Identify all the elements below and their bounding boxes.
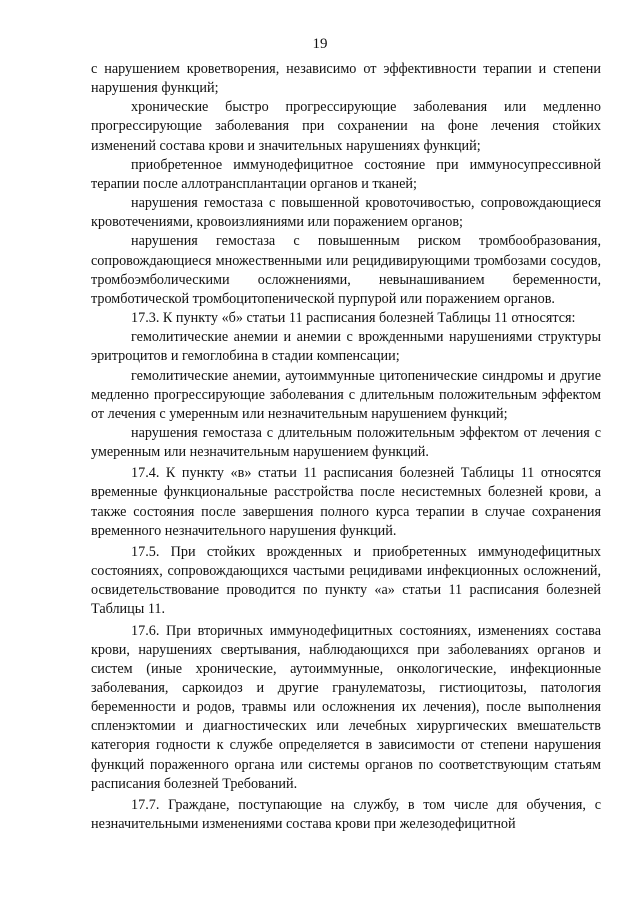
paragraph: 17.4. К пункту «в» статьи 11 расписания болезней Таблицы 11 относятся временные функциональные расстройства после несистемных болезней крови, а также состояния после завершения полного курса терапии в случае сохранения временного незначительного нарушения функций. [91,465,601,539]
document-body [91,60,601,834]
paragraph: гемолитические анемии, аутоиммунные цитопенические синдромы и другие медленно прогрессирующие заболевания с длительным положительным эффектом от лечения с умеренным или незначительным нарушением функций; [91,367,601,422]
page-number: 19 [312,36,328,52]
paragraph: нарушения гемостаза с повышенным риском тромбообразования, сопровождающиеся множественными или рецидивирующими тромбозами сосудов, тромбоэмболическими осложнениями, невынашиванием беременности, тромботической тромбоцитопенической пурпурой или поражением органов. [91,233,601,307]
paragraph: с нарушением кроветворения, независимо от эффективности терапии и степени нарушения функций; [91,61,601,97]
paragraph: 17.7. Граждане, поступающие на службу, в том числе для обучения, с незначительными изменениями состава крови при железодефицитной [91,796,601,833]
paragraph: гемолитические анемии и анемии с врожденными нарушениями структуры эритроцитов и гемоглобина в стадии компенсации; [91,329,601,365]
paragraph: 17.5. При стойких врожденных и приобретенных иммунодефицитных состояниях, сопровождающихся частыми рецидивами инфекционных осложнений, освидетельствование проводится по пункту «а» статьи 11 расписания болезней Таблицы 11. [91,543,601,618]
paragraph: приобретенное иммунодефицитное состояние при иммуносупрессивной терапии после аллотрансплантации органов и тканей; [91,156,601,192]
paragraph: хронические быстро прогрессирующие заболевания или медленно прогрессирующие заболевания при сохранении на фоне лечения стойких изменений состава крови и значительных нарушениях функций; [91,99,601,154]
paragraph: 17.3. К пункту «б» статьи 11 расписания болезней Таблицы 11 относятся: [131,310,576,327]
paragraph: нарушения гемостаза с повышенной кровоточивостью, сопровождающиеся кровотечениями, кровоизлияниями или поражением органов; [91,195,601,231]
paragraph: 17.6. При вторичных иммунодефицитных состояниях, изменениях состава крови, нарушениях свертывания, наблюдающихся при заболеваниях органов и систем (иные хронические, аутоиммунные, онкологические, инфекционные заболевания, саркоидоз и другие гранулематозы, гистиоцитозы, патология беременности и родов, травмы или осложнения их лечения), после выполнения спленэктомии и диагностических или лечебных хирургических вмешательств категория годности к службе определяется в зависимости от степени нарушения функций пораженного органа или системы органов по соответствующим статьям расписания болезней Требований. [91,622,601,792]
paragraph: нарушения гемостаза с длительным положительным эффектом от лечения с умеренным или незначительным нарушением функций. [91,424,601,461]
